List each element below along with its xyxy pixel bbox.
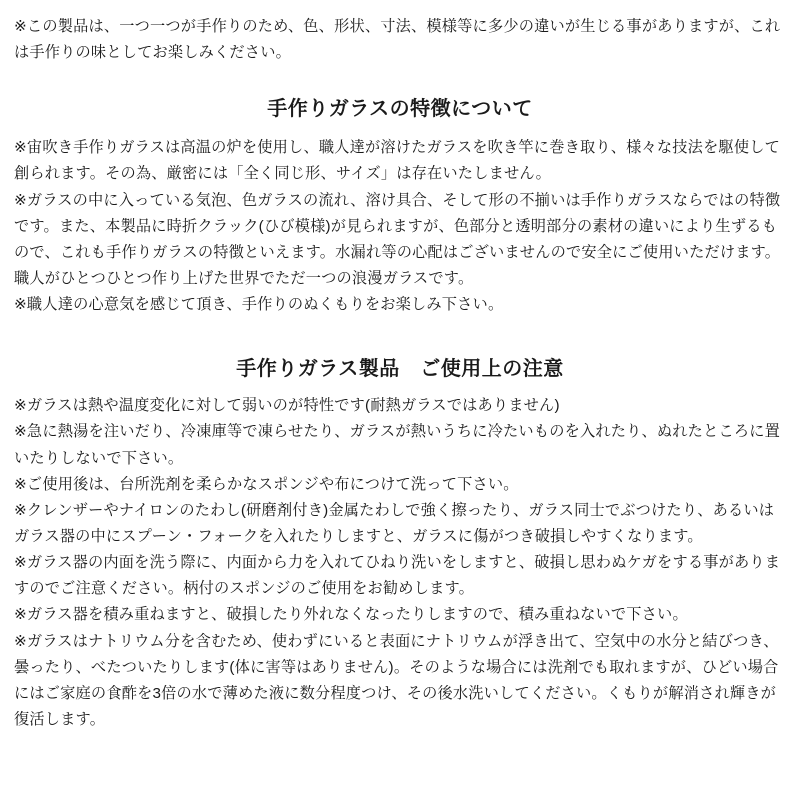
section-1-paragraph-2: ※ガラスの中に入っている気泡、色ガラスの流れ、溶け具合、そして形の不揃いは手作りガラスならではの特徴です。また、本製品に時折クラック(ひび模様)が見られますが、色部分と透明部分の素材の違いにより生ずるもので、これも手作りガラスの特徴といえます。水漏れ等の心配はございませんので安全にご使用いただけます。職人がひとつひとつ作り上げた世界でただ一つの浪漫ガラスです。 (14, 191, 781, 287)
section-2-paragraph-7: ※ガラスはナトリウム分を含むため、使わずにいると表面にナトリウムが浮き出て、空気中の水分と結びつき、曇ったり、べたついたりします(体に害等はありません)。そのような場合には洗剤でも取れますが、ひどい場合にはご家庭の食酢を3倍の水で薄めた液に数分程度つけ、その後水洗いしてください。くもりが解消され輝きが復活します。 (14, 632, 779, 728)
section-2-paragraph-1: ※ガラスは熱や温度変化に対して弱いのが特性です(耐熱ガラスではありません) (14, 397, 560, 415)
section-2-paragraph-6: ※ガラス器を積み重ねますと、破損したり外れなくなったりしますので、積み重ねないで下さい。 (14, 606, 688, 624)
section-2-body (14, 393, 786, 733)
section-2-heading: 手作りガラス製品 ご使用上の注意 (236, 358, 564, 381)
section-2-paragraph-3: ※ご使用後は、台所洗剤を柔らかなスポンジや布につけて洗って下さい。 (14, 475, 519, 493)
section-2-paragraph-5: ※ガラス器の内面を洗う際に、内面から力を入れてひねり洗いをしますと、破損し思わぬケガをする事がありますのでご注意ください。柄付のスポンジのご使用をお勧めします。 (14, 554, 781, 598)
section-1-heading: 手作りガラスの特徴について (267, 98, 533, 121)
section-1-paragraph-1: ※宙吹き手作りガラスは高温の炉を使用し、職人達が溶けたガラスを吹き竿に巻き取り、様々な技法を駆使して創られます。その為、厳密には「全く同じ形、サイズ」は存在いたしません。 (14, 139, 781, 183)
section-2-paragraph-2: ※急に熱湯を注いだり、冷凍庫等で凍らせたり、ガラスが熱いうちに冷たいものを入れたり、ぬれたところに置いたりしないで下さい。 (14, 423, 781, 467)
document-content (14, 14, 786, 733)
section-2-paragraph-4: ※クレンザーやナイロンのたわし(研磨剤付き)金属たわしで強く擦ったり、ガラス同士でぶつけたり、あるいはガラス器の中にスプーン・フォークを入れたりしますと、ガラスに傷がつき破損しやすくなります。 (14, 501, 775, 545)
section-1-paragraph-3: ※職人達の心意気を感じて頂き、手作りのぬくもりをお楽しみ下さい。 (14, 296, 504, 314)
section-1-body (14, 135, 786, 318)
intro-paragraph: ※この製品は、一つ一つが手作りのため、色、形状、寸法、模様等に多少の違いが生じる事がありますが、これは手作りの味としてお楽しみください。 (14, 18, 781, 62)
